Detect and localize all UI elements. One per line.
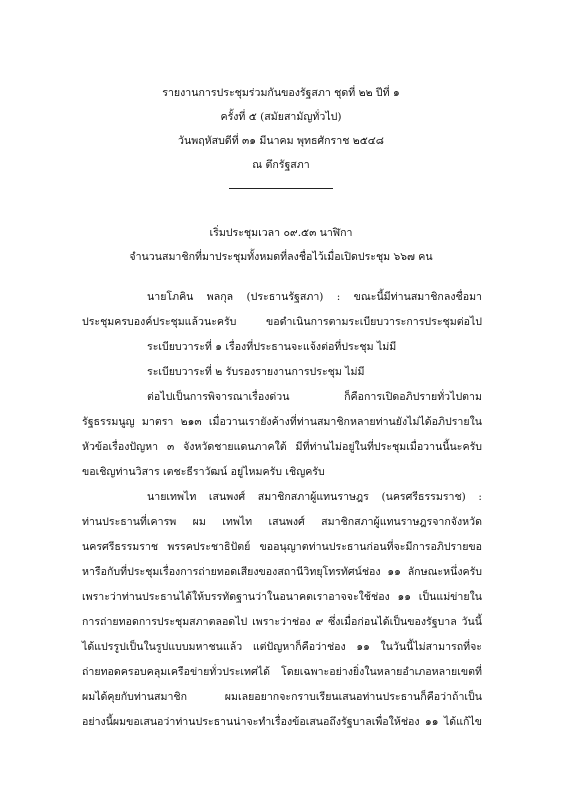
body-line: ท่านประธานที่เคารพ ผม เทพไท เสนพงศ์ สมาชิกสภาผู้แทนราษฎรจากจังหวัด xyxy=(82,516,482,528)
body-line: ได้แปรรูปเป็นในรูปแบบมหาชนแล้ว แต่ปัญหาก็คือว่าช่อง ๑๑ ในวันนี้ไม่สามารถที่จะ xyxy=(82,641,482,653)
title-divider xyxy=(229,188,333,189)
body-line: หารือกับที่ประชุมเรื่องการถ่ายทอดเสียงของสถานีวิทยุโทรทัศน์ช่อง ๑๑ ลักษณะหนึ่งครับ xyxy=(82,566,482,578)
speaker-line-thepthai: นายเทพไท เสนพงศ์ สมาชิกสภาผู้แทนราษฎร (นครศรีธรรมราช) : xyxy=(147,491,482,503)
body-line: ประชุมครบองค์ประชุมแล้วนะครับ ขอดำเนินการตามระเบียบวาระการประชุมต่อไป xyxy=(82,316,482,328)
body-line: เพราะว่าท่านประธานได้ให้บรรทัดฐานว่าในอนาคตเราอาจจะใช้ช่อง ๑๑ เป็นแม่ข่ายใน xyxy=(82,591,482,603)
body-line: รัฐธรรมนูญ มาตรา ๒๑๓ เมื่อวานเรายังค้างที่ท่านสมาชิกหลายท่านยังไม่ได้อภิปรายใน xyxy=(82,416,482,428)
body-line: ขอเชิญท่านวิสาร เตชะธีราวัฒน์ อยู่ไหมครับ เชิญครับ xyxy=(82,466,325,478)
report-title-line-2: ครั้งที่ ๕ (สมัยสามัญทั่วไป) xyxy=(220,111,342,123)
session-attendance: จำนวนสมาชิกที่มาประชุมทั้งหมดที่ลงชื่อไว้เมื่อเปิดประชุม ๖๖๗ คน xyxy=(129,251,433,263)
body-line: นครศรีธรรมราช พรรคประชาธิปัตย์ ขออนุญาตท่านประธานก่อนที่จะมีการอภิปรายขอ xyxy=(82,541,482,553)
report-date: วันพฤหัสบดีที่ ๓๑ มีนาคม พุทธศักราช ๒๕๔๘ xyxy=(178,135,384,147)
speaker-line-president: นายโภคิน พลกุล (ประธานรัฐสภา) : ขณะนี้มีท่านสมาชิกลงชื่อมา xyxy=(147,291,482,303)
report-title-line-1: รายงานการประชุมร่วมกันของรัฐสภา ชุดที่ ๒๒ ปีที่ ๑ xyxy=(162,87,400,99)
session-start-time: เริ่มประชุมเวลา ๐๙.๕๓ นาฬิกา xyxy=(209,227,353,239)
body-line: ต่อไปเป็นการพิจารณาเรื่องด่วน ก็คือการเปิดอภิปรายทั่วไปตาม xyxy=(147,391,482,403)
body-line: หัวข้อเรื่องปัญหา ๓ จังหวัดชายแดนภาคใต้ มีที่ท่านไม่อยู่ในที่ประชุมเมื่อวานนี้นะครับ xyxy=(82,441,482,453)
body-line: อย่างนี้ผมขอเสนอว่าท่านประธานน่าจะทำเรื่องข้อเสนอถึงรัฐบาลเพื่อให้ช่อง ๑๑ ได้แก้ไข xyxy=(82,716,482,728)
report-place: ณ ตึกรัฐสภา xyxy=(252,159,310,171)
agenda-item-2: ระเบียบวาระที่ ๒ รับรองรายงานการประชุม ไม่มี xyxy=(147,366,365,378)
body-line: การถ่ายทอดการประชุมสภาตลอดไป เพราะว่าช่อง ๙ ซึ่งเมื่อก่อนได้เป็นของรัฐบาล วันนี้ xyxy=(82,616,482,628)
agenda-item-1: ระเบียบวาระที่ ๑ เรื่องที่ประธานจะแจ้งต่อที่ประชุม ไม่มี xyxy=(147,341,397,353)
body-line: ถ่ายทอดครอบคลุมเครือข่ายทั่วประเทศได้ โดยเฉพาะอย่างยิ่งในหลายอำเภอหลายเขตที่ xyxy=(82,666,482,678)
body-line: ผมได้คุยกับท่านสมาชิก ผมเลยอยากจะกราบเรียนเสนอท่านประธานก็คือว่าถ้าเป็น xyxy=(82,691,482,703)
